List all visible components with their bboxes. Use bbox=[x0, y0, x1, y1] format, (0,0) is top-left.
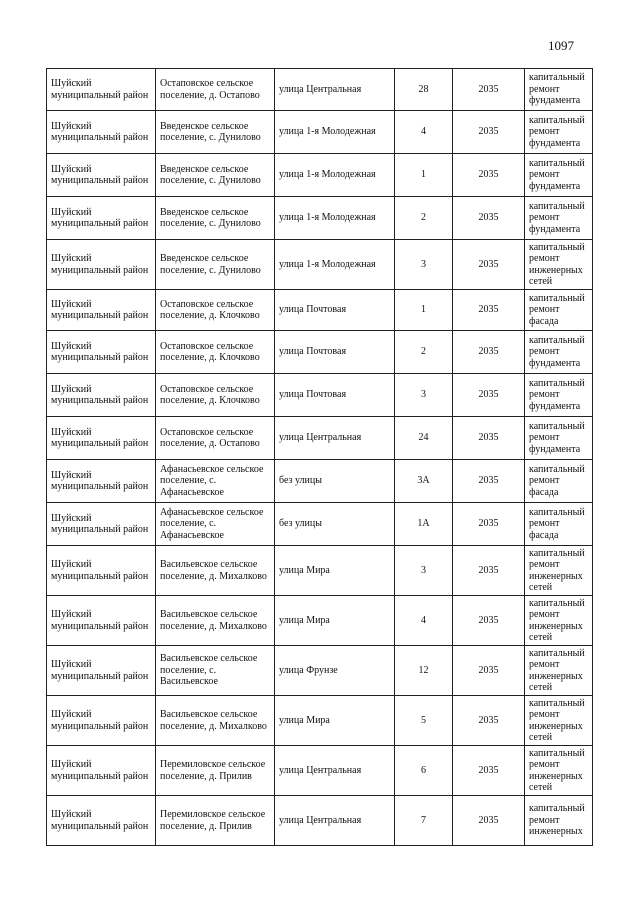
street-cell: улица Центральная bbox=[275, 746, 395, 796]
settlement-cell: Введенское сельское поселение, с. Дунилово bbox=[156, 240, 275, 290]
year-cell: 2035 bbox=[453, 546, 525, 596]
settlement-cell: Афанасьевское сельское поселение, с. Афанасьевское bbox=[156, 460, 275, 503]
district-cell: Шуйский муниципальный район bbox=[47, 197, 156, 240]
work-type-cell: капитальный ремонт инженерных сетей bbox=[525, 646, 593, 696]
house-number-cell: 1 bbox=[395, 290, 453, 331]
house-number-cell: 4 bbox=[395, 111, 453, 154]
house-number-cell: 1А bbox=[395, 503, 453, 546]
street-cell: улица Почтовая bbox=[275, 290, 395, 331]
street-cell: улица Почтовая bbox=[275, 374, 395, 417]
street-cell: улица Фрунзе bbox=[275, 646, 395, 696]
district-cell: Шуйский муниципальный район bbox=[47, 503, 156, 546]
house-number-cell: 12 bbox=[395, 646, 453, 696]
district-cell: Шуйский муниципальный район bbox=[47, 331, 156, 374]
street-cell: улица Центральная bbox=[275, 69, 395, 111]
table-row bbox=[47, 69, 593, 111]
street-cell: улица 1-я Молодежная bbox=[275, 197, 395, 240]
house-number-cell: 28 bbox=[395, 69, 453, 111]
table-row bbox=[47, 460, 593, 503]
table-row bbox=[47, 374, 593, 417]
street-cell: улица 1-я Молодежная bbox=[275, 154, 395, 197]
street-cell: улица Мира bbox=[275, 546, 395, 596]
settlement-cell: Перемиловское сельское поселение, д. Прилив bbox=[156, 746, 275, 796]
house-number-cell: 7 bbox=[395, 796, 453, 846]
house-number-cell: 3 bbox=[395, 240, 453, 290]
work-type-cell: капитальный ремонт фундамента bbox=[525, 111, 593, 154]
settlement-cell: Васильевское сельское поселение, с. Васильевское bbox=[156, 646, 275, 696]
settlement-cell: Введенское сельское поселение, с. Дунилово bbox=[156, 154, 275, 197]
settlement-cell: Афанасьевское сельское поселение, с. Афанасьевское bbox=[156, 503, 275, 546]
year-cell: 2035 bbox=[453, 746, 525, 796]
street-cell: улица Мира bbox=[275, 596, 395, 646]
work-type-cell: капитальный ремонт фундамента bbox=[525, 374, 593, 417]
year-cell: 2035 bbox=[453, 460, 525, 503]
district-cell: Шуйский муниципальный район bbox=[47, 696, 156, 746]
work-type-cell: капитальный ремонт фундамента bbox=[525, 417, 593, 460]
table-row bbox=[47, 154, 593, 197]
district-cell: Шуйский муниципальный район bbox=[47, 154, 156, 197]
table-row bbox=[47, 646, 593, 696]
table-row bbox=[47, 796, 593, 846]
district-cell: Шуйский муниципальный район bbox=[47, 69, 156, 111]
work-type-cell: капитальный ремонт фундамента bbox=[525, 331, 593, 374]
settlement-cell: Остаповское сельское поселение, д. Клочково bbox=[156, 290, 275, 331]
street-cell: улица 1-я Молодежная bbox=[275, 240, 395, 290]
year-cell: 2035 bbox=[453, 374, 525, 417]
settlement-cell: Введенское сельское поселение, с. Дунилово bbox=[156, 111, 275, 154]
work-type-cell: капитальный ремонт фасада bbox=[525, 290, 593, 331]
district-cell: Шуйский муниципальный район bbox=[47, 796, 156, 846]
district-cell: Шуйский муниципальный район bbox=[47, 746, 156, 796]
work-type-cell: капитальный ремонт фасада bbox=[525, 503, 593, 546]
page-number: 1097 bbox=[548, 38, 574, 53]
table-row bbox=[47, 417, 593, 460]
settlement-cell: Остаповское сельское поселение, д. Остапово bbox=[156, 69, 275, 111]
year-cell: 2035 bbox=[453, 154, 525, 197]
year-cell: 2035 bbox=[453, 197, 525, 240]
street-cell: без улицы bbox=[275, 460, 395, 503]
street-cell: улица Почтовая bbox=[275, 331, 395, 374]
street-cell: без улицы bbox=[275, 503, 395, 546]
year-cell: 2035 bbox=[453, 417, 525, 460]
work-type-cell: капитальный ремонт фундамента bbox=[525, 197, 593, 240]
house-number-cell: 4 bbox=[395, 596, 453, 646]
work-type-cell: капитальный ремонт инженерных сетей bbox=[525, 696, 593, 746]
settlement-cell: Васильевское сельское поселение, д. Михалково bbox=[156, 596, 275, 646]
settlement-cell: Остаповское сельское поселение, д. Остапово bbox=[156, 417, 275, 460]
year-cell: 2035 bbox=[453, 290, 525, 331]
house-number-cell: 1 bbox=[395, 154, 453, 197]
year-cell: 2035 bbox=[453, 796, 525, 846]
house-number-cell: 3 bbox=[395, 546, 453, 596]
street-cell: улица Центральная bbox=[275, 417, 395, 460]
settlement-cell: Введенское сельское поселение, с. Дунилово bbox=[156, 197, 275, 240]
district-cell: Шуйский муниципальный район bbox=[47, 460, 156, 503]
work-type-cell: капитальный ремонт инженерных сетей bbox=[525, 546, 593, 596]
house-number-cell: 24 bbox=[395, 417, 453, 460]
work-type-cell: капитальный ремонт инженерных bbox=[525, 796, 593, 846]
table-row bbox=[47, 696, 593, 746]
district-cell: Шуйский муниципальный район bbox=[47, 290, 156, 331]
table-row bbox=[47, 546, 593, 596]
street-cell: улица 1-я Молодежная bbox=[275, 111, 395, 154]
table-row bbox=[47, 197, 593, 240]
work-type-cell: капитальный ремонт инженерных сетей bbox=[525, 596, 593, 646]
year-cell: 2035 bbox=[453, 596, 525, 646]
district-cell: Шуйский муниципальный район bbox=[47, 111, 156, 154]
year-cell: 2035 bbox=[453, 331, 525, 374]
registry-table bbox=[46, 68, 593, 846]
work-type-cell: капитальный ремонт фундамента bbox=[525, 154, 593, 197]
district-cell: Шуйский муниципальный район bbox=[47, 374, 156, 417]
house-number-cell: 3А bbox=[395, 460, 453, 503]
table-row bbox=[47, 596, 593, 646]
table-row bbox=[47, 331, 593, 374]
year-cell: 2035 bbox=[453, 69, 525, 111]
year-cell: 2035 bbox=[453, 646, 525, 696]
settlement-cell: Остаповское сельское поселение, д. Клочково bbox=[156, 331, 275, 374]
table-row bbox=[47, 111, 593, 154]
table-row bbox=[47, 503, 593, 546]
house-number-cell: 2 bbox=[395, 197, 453, 240]
settlement-cell: Остаповское сельское поселение, д. Клочково bbox=[156, 374, 275, 417]
year-cell: 2035 bbox=[453, 240, 525, 290]
settlement-cell: Перемиловское сельское поселение, д. Прилив bbox=[156, 796, 275, 846]
house-number-cell: 6 bbox=[395, 746, 453, 796]
district-cell: Шуйский муниципальный район bbox=[47, 417, 156, 460]
house-number-cell: 3 bbox=[395, 374, 453, 417]
year-cell: 2035 bbox=[453, 111, 525, 154]
settlement-cell: Васильевское сельское поселение, д. Михалково bbox=[156, 696, 275, 746]
table-row bbox=[47, 240, 593, 290]
district-cell: Шуйский муниципальный район bbox=[47, 240, 156, 290]
street-cell: улица Центральная bbox=[275, 796, 395, 846]
table-row bbox=[47, 290, 593, 331]
district-cell: Шуйский муниципальный район bbox=[47, 596, 156, 646]
work-type-cell: капитальный ремонт инженерных сетей bbox=[525, 746, 593, 796]
settlement-cell: Васильевское сельское поселение, д. Михалково bbox=[156, 546, 275, 596]
work-type-cell: капитальный ремонт фасада bbox=[525, 460, 593, 503]
district-cell: Шуйский муниципальный район bbox=[47, 546, 156, 596]
house-number-cell: 2 bbox=[395, 331, 453, 374]
house-number-cell: 5 bbox=[395, 696, 453, 746]
street-cell: улица Мира bbox=[275, 696, 395, 746]
district-cell: Шуйский муниципальный район bbox=[47, 646, 156, 696]
year-cell: 2035 bbox=[453, 503, 525, 546]
registry-table-body bbox=[47, 69, 593, 846]
work-type-cell: капитальный ремонт инженерных сетей bbox=[525, 240, 593, 290]
year-cell: 2035 bbox=[453, 696, 525, 746]
table-row bbox=[47, 746, 593, 796]
work-type-cell: капитальный ремонт фундамента bbox=[525, 69, 593, 111]
